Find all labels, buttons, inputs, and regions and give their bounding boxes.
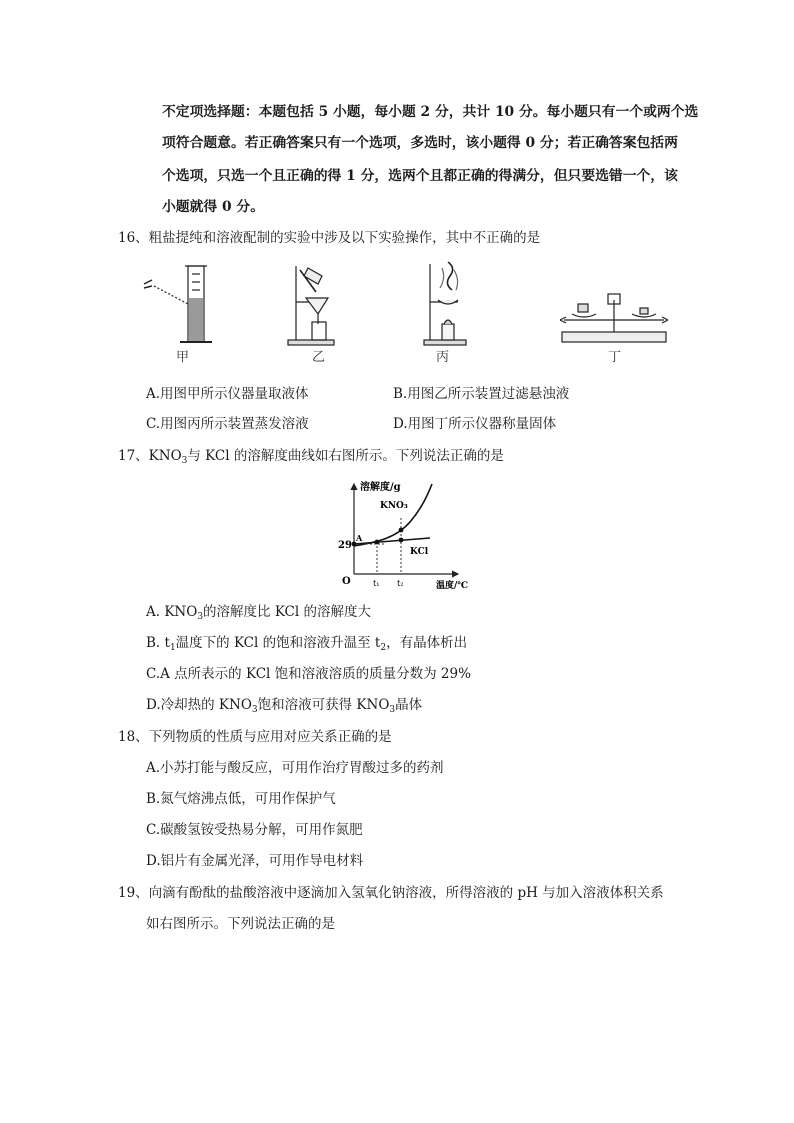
q18-stem: 18、下列物质的性质与应用对应关系正确的是 <box>118 729 392 745</box>
x-axis-label: 温度/℃ <box>436 581 469 591</box>
caption-ding: 丁 <box>608 350 622 365</box>
instruction-line-1: 不定项选择题：本题包括 5 小题，每小题 2 分，共计 10 分。每小题只有一个或两个选 <box>162 104 699 120</box>
origin-label: O <box>342 576 351 587</box>
x-tick-t1: t₁ <box>373 579 380 588</box>
point-t1 <box>375 540 380 545</box>
q17-stem: 17、$KNO_3$与 KCl 的溶解度曲线如右图所示。下列说法正确的是 <box>118 448 504 466</box>
figure-yi-filtration <box>282 262 342 348</box>
kcl-line <box>354 538 430 544</box>
q16-stem: 16、粗盐提纯和溶液配制的实验中涉及以下实验操作，其中不正确的是 <box>118 230 541 246</box>
solubility-chart <box>330 478 469 591</box>
q16-option-c: C.用图丙所示装置蒸发溶液 <box>146 416 309 432</box>
q16-option-d: D.用图丁所示仪器称量固体 <box>393 416 557 432</box>
figure-jia-cylinder <box>140 258 220 350</box>
kno3-label: KNO₃ <box>380 501 408 511</box>
figure-ding-balance <box>556 290 672 346</box>
y-tick-29: 29 <box>338 540 352 551</box>
caption-jia: 甲 <box>176 350 190 365</box>
point-t2-kcl <box>399 538 404 543</box>
q18-option-d: D.铝片有金属光泽，可用作导电材料 <box>146 853 364 869</box>
label-a: A <box>356 533 363 543</box>
q17-option-c: C.A 点所表示的 KCl 饱和溶液溶质的质量分数为 29% <box>146 666 471 682</box>
x-tick-t2: t₂ <box>397 579 404 588</box>
caption-yi: 乙 <box>312 350 326 365</box>
q17-option-b: B. $t_1$温度下的 KCl 的饱和溶液升温至 $t_2$，有晶体析出 <box>146 635 468 653</box>
y-axis-label: 溶解度/g <box>360 482 401 493</box>
q17-option-a: A. $KNO_3$的溶解度比 KCl 的溶解度大 <box>146 604 371 622</box>
kcl-label: KCl <box>410 547 429 557</box>
instruction-line-4: 小题就得 0 分。 <box>162 199 264 215</box>
q17-option-d: D.冷却热的 $KNO_3$饱和溶液可获得 $KNO_3$晶体 <box>146 697 423 715</box>
q16-option-a: A.用图甲所示仪器量取液体 <box>146 386 309 402</box>
q16-option-b: B.用图乙所示装置过滤悬浊液 <box>393 386 570 402</box>
sight-line <box>154 286 188 304</box>
q19-stem-line-2: 如右图所示。下列说法正确的是 <box>146 916 335 932</box>
instruction-line-2: 项符合题意。若正确答案只有一个选项，多选时，该小题得 0 分；若正确答案包括两 <box>162 135 678 151</box>
instruction-line-3: 个选项，只选一个且正确的得 1 分，选两个且都正确的得满分，但只要选错一个，该 <box>162 168 678 184</box>
q18-option-c: C.碳酸氢铵受热易分解，可用作氮肥 <box>146 822 363 838</box>
q19-stem-line-1: 19、向滴有酚酞的盐酸溶液中逐滴加入氢氧化钠溶液，所得溶液的 pH 与加入溶液体积关系 <box>118 885 664 901</box>
point-t2-kno3 <box>399 528 404 533</box>
kno3-curve <box>354 484 432 546</box>
caption-bing: 丙 <box>436 350 450 365</box>
figure-bing-evaporation <box>420 258 470 350</box>
cylinder-liquid <box>189 298 203 342</box>
q18-option-a: A.小苏打能与酸反应，可用作治疗胃酸过多的药剂 <box>146 760 444 776</box>
q18-option-b: B.氮气熔沸点低，可用作保护气 <box>146 791 336 807</box>
eye-icon <box>144 280 152 288</box>
